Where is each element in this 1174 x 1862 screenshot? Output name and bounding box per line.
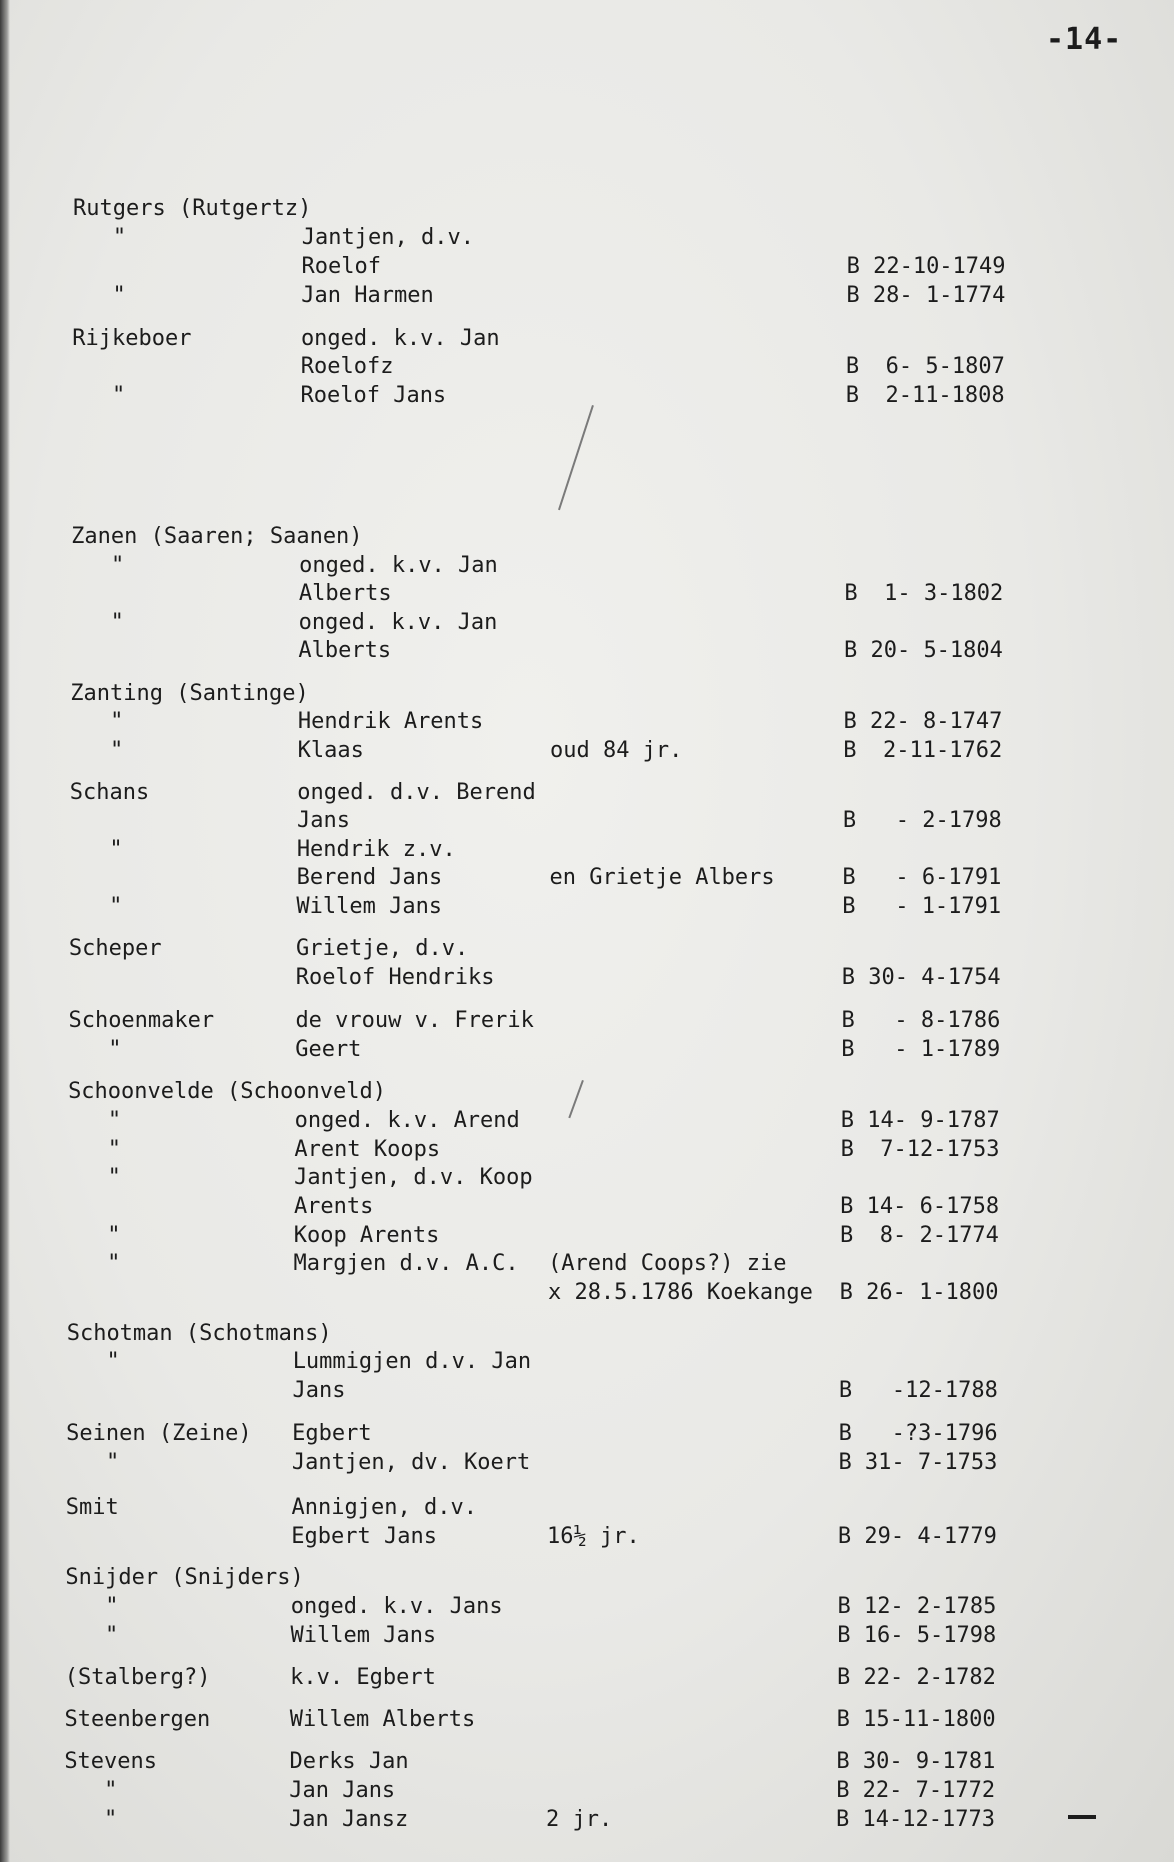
given-name-cell: Jantjen, dv. Koert — [291, 1450, 531, 1475]
given-name-cell: Annigjen, d.v. — [291, 1495, 477, 1520]
burial-date-cell: B 14- 6-1758 — [840, 1194, 1000, 1219]
given-name-cell: Alberts — [298, 638, 392, 663]
given-name-cell: onged. d.v. Berend — [297, 780, 536, 805]
surname-cell: Rutgers (Rutgertz) — [73, 196, 312, 221]
given-name-cell: Berend Jans — [296, 865, 443, 890]
surname-cell: Seinen (Zeine) — [66, 1421, 252, 1446]
given-name-cell: Egbert Jans — [291, 1524, 437, 1549]
surname-cell: Schans — [69, 780, 150, 805]
burial-date-cell: B 15-11-1800 — [836, 1707, 996, 1732]
burial-date-cell: B -?3-1796 — [838, 1421, 998, 1446]
burial-date-cell: B 22-10-1749 — [846, 254, 1006, 279]
surname-cell: (Stalberg?) — [64, 1665, 211, 1690]
burial-date-cell: B -12-1788 — [838, 1378, 998, 1403]
given-name-cell: Arents — [293, 1194, 374, 1219]
surname-cell: " — [104, 1778, 118, 1803]
burial-date-cell: B 12- 2-1785 — [837, 1594, 997, 1619]
burial-date-cell: B - 2-1798 — [842, 808, 1002, 833]
surname-cell: " — [110, 709, 124, 734]
surname-cell: " — [105, 1594, 119, 1619]
given-name-cell: Margjen d.v. A.C. — [293, 1251, 519, 1276]
surname-cell: Schoenmaker — [68, 1008, 215, 1033]
given-name-cell: Lummigjen d.v. Jan — [292, 1349, 532, 1374]
burial-date-cell: B 20- 5-1804 — [843, 638, 1003, 663]
note-cell: (Arend Coops?) zie — [548, 1251, 787, 1276]
surname-cell: " — [111, 383, 126, 408]
burial-date-cell: B - 8-1786 — [841, 1008, 1001, 1033]
surname-cell: " — [106, 1349, 120, 1374]
scan-edge-shadow — [0, 0, 10, 1862]
burial-date-cell: B 6- 5-1807 — [845, 354, 1005, 379]
surname-cell: Zanting (Santinge) — [70, 681, 309, 706]
given-name-cell: Jan Jans — [289, 1778, 396, 1803]
given-name-cell: Roelof — [301, 254, 382, 279]
given-name-cell: Alberts — [298, 581, 392, 606]
given-name-cell: onged. k.v. Jan — [299, 553, 498, 578]
burial-date-cell: B - 1-1789 — [841, 1037, 1001, 1062]
surname-cell: Steenbergen — [64, 1707, 211, 1732]
given-name-cell: Grietje, d.v. — [296, 936, 469, 961]
surname-cell: " — [105, 1623, 119, 1648]
surname-cell: " — [107, 1108, 122, 1133]
page-number: -14- — [1046, 22, 1123, 57]
given-name-cell: onged. k.v. Jan — [300, 326, 500, 351]
surname-cell: Snijder (Snijders) — [65, 1565, 304, 1590]
surname-cell: " — [109, 894, 123, 919]
surname-cell: " — [107, 1165, 121, 1190]
burial-date-cell: B 31- 7-1753 — [838, 1450, 998, 1475]
surname-cell: Schotman (Schotmans) — [66, 1321, 332, 1346]
burial-date-cell: B 8- 2-1774 — [839, 1223, 999, 1248]
given-name-cell: Roelof Hendriks — [295, 965, 495, 990]
given-name-cell: Koop Arents — [293, 1223, 440, 1248]
given-name-cell: Roelof Jans — [300, 383, 447, 408]
burial-date-cell: B 22- 7-1772 — [836, 1778, 996, 1803]
given-name-cell: Jans — [292, 1378, 346, 1403]
surname-cell: Zanen (Saaren; Saanen) — [71, 524, 363, 549]
burial-date-cell: B 14-12-1773 — [836, 1807, 995, 1832]
burial-date-cell: B 29- 4-1779 — [837, 1524, 997, 1549]
burial-date-cell: B 14- 9-1787 — [840, 1108, 1000, 1133]
note-cell: oud 84 jr. — [549, 738, 683, 763]
burial-date-cell: B 30- 4-1754 — [841, 965, 1001, 990]
pen-stroke-mark — [568, 1080, 584, 1118]
note-cell: x 28.5.1786 Koekange — [547, 1280, 813, 1305]
surname-cell: " — [109, 738, 124, 763]
surname-cell: Stevens — [64, 1749, 158, 1774]
burial-date-cell: B 2-11-1808 — [845, 383, 1005, 408]
given-name-cell: Klaas — [297, 738, 364, 763]
burial-date-cell: B 2-11-1762 — [843, 738, 1003, 763]
given-name-cell: Arent Koops — [294, 1137, 441, 1162]
burial-date-cell: B 26- 1-1800 — [839, 1280, 999, 1305]
given-name-cell: Hendrik Arents — [297, 709, 484, 734]
given-name-cell: Egbert — [292, 1421, 372, 1446]
given-name-cell: Geert — [295, 1037, 362, 1062]
given-name-cell: Willem Jans — [296, 894, 443, 919]
given-name-cell: Jantjen, d.v. — [301, 225, 474, 250]
given-name-cell: onged. k.v. Jans — [290, 1594, 503, 1619]
surname-cell: Smit — [65, 1495, 119, 1520]
burial-date-cell: B - 6-1791 — [842, 865, 1002, 890]
burial-date-cell: B 22- 8-1747 — [843, 709, 1003, 734]
surname-cell: " — [104, 1807, 118, 1832]
given-name-cell: Hendrik z.v. — [296, 837, 456, 862]
given-name-cell: Jantjen, d.v. Koop — [294, 1165, 533, 1190]
surname-cell: " — [108, 1037, 122, 1062]
burial-date-cell: B 22- 2-1782 — [836, 1665, 996, 1690]
note-cell: en Grietje Albers — [549, 865, 775, 890]
burial-date-cell: B 30- 9-1781 — [836, 1749, 996, 1774]
surname-cell: Scheper — [68, 936, 162, 961]
surname-cell: " — [107, 1137, 121, 1162]
burial-date-cell: B 1- 3-1802 — [844, 581, 1004, 606]
surname-cell: " — [105, 1450, 120, 1475]
surname-cell: " — [111, 553, 125, 578]
given-name-cell: k.v. Egbert — [290, 1665, 436, 1690]
given-name-cell: Willem Jans — [290, 1623, 437, 1648]
surname-cell: " — [107, 1223, 121, 1248]
given-name-cell: de vrouw v. Frerik — [295, 1008, 534, 1033]
given-name-cell: Jans — [297, 808, 351, 833]
surname-cell: " — [112, 283, 126, 308]
surname-cell: " — [110, 610, 124, 635]
burial-date-cell: B 28- 1-1774 — [846, 283, 1006, 308]
surname-cell: " — [112, 225, 127, 250]
given-name-cell: onged. k.v. Arend — [294, 1108, 520, 1133]
surname-cell: Rijkeboer — [72, 326, 192, 351]
given-name-cell: Willem Alberts — [289, 1707, 476, 1732]
surname-cell: " — [109, 837, 123, 862]
given-name-cell: onged. k.v. Jan — [298, 610, 498, 635]
burial-date-cell: B 7-12-1753 — [840, 1137, 1000, 1162]
given-name-cell: Derks Jan — [289, 1749, 409, 1774]
surname-cell: Schoonvelde (Schoonveld) — [68, 1079, 386, 1104]
burial-date-cell: B 16- 5-1798 — [837, 1623, 997, 1648]
surname-cell: " — [107, 1251, 121, 1276]
given-name-cell: Jan Harmen — [301, 283, 434, 308]
burial-date-cell: B - 1-1791 — [842, 894, 1002, 919]
note-cell: 16½ jr. — [547, 1524, 640, 1549]
note-cell: 2 jr. — [546, 1807, 613, 1832]
given-name-cell: Jan Jansz — [289, 1807, 409, 1832]
pen-stroke-mark — [558, 405, 594, 510]
given-name-cell: Roelofz — [300, 354, 394, 379]
dash-mark — [1068, 1815, 1096, 1819]
